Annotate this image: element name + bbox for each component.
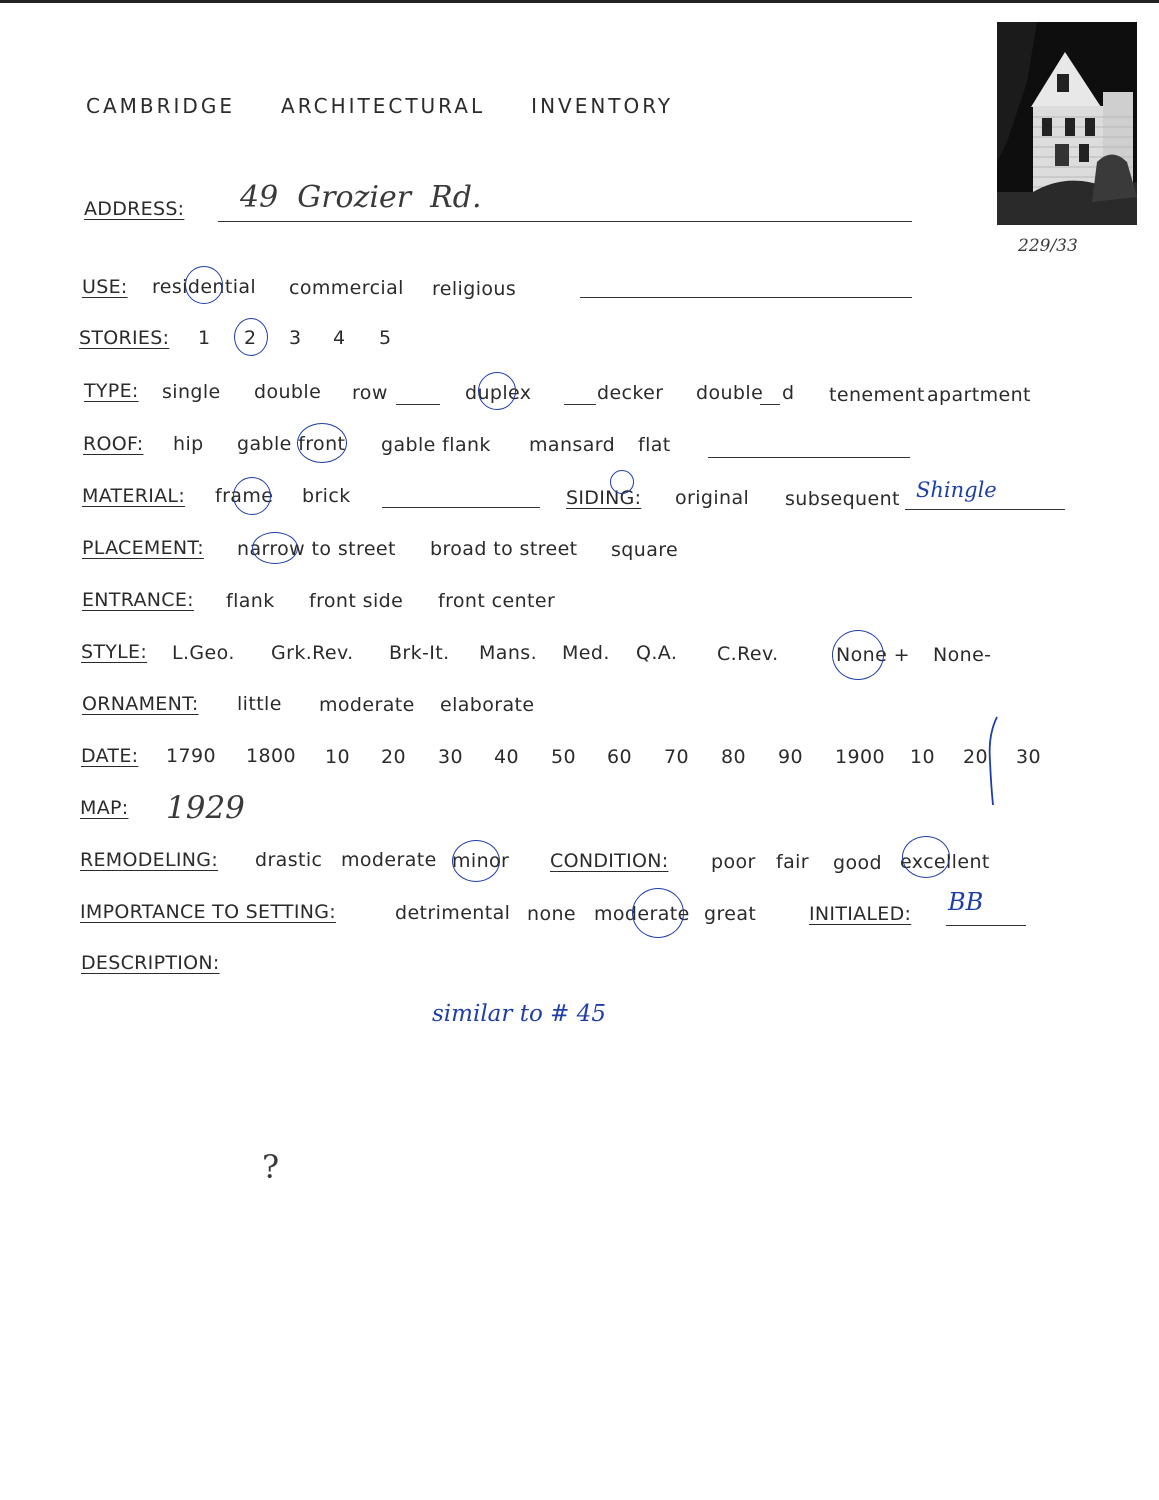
importance-selected-circle <box>632 888 684 938</box>
remodeling-drastic: drastic <box>255 849 323 871</box>
condition-selected-circle <box>902 836 950 878</box>
style-med: Med. <box>562 642 610 664</box>
siding-original: original <box>675 487 750 509</box>
address-value: 49 Grozier Rd. <box>240 180 482 215</box>
remodeling-selected-circle <box>452 840 500 882</box>
importance-label: IMPORTANCE TO SETTING: <box>80 901 336 923</box>
type-tenement: tenement <box>829 384 925 406</box>
style-grkrev: Grk.Rev. <box>271 642 354 664</box>
stories-1: 1 <box>198 327 211 349</box>
use-religious: religious <box>432 278 517 300</box>
type-decker-blank <box>564 404 596 405</box>
date-30: 30 <box>438 746 463 768</box>
ornament-moderate: moderate <box>319 694 415 716</box>
siding-subsequent: subsequent <box>785 488 900 510</box>
style-qa: Q.A. <box>636 642 678 664</box>
condition-poor: poor <box>711 851 756 873</box>
importance-none: none <box>527 903 576 925</box>
condition-label: CONDITION: <box>550 850 669 872</box>
form-title: CAMBRIDGE ARCHITECTURAL INVENTORY <box>86 94 674 118</box>
date-90: 90 <box>778 746 803 768</box>
use-selected-circle <box>185 266 223 304</box>
roof-mansard: mansard <box>529 434 616 456</box>
type-double-d: double <box>696 382 764 404</box>
date-1930: 30 <box>1016 746 1041 768</box>
stories-5: 5 <box>379 327 392 349</box>
map-label: MAP: <box>80 797 129 819</box>
date-80: 80 <box>721 746 746 768</box>
date-label: DATE: <box>81 745 139 767</box>
initialed-line <box>946 925 1026 926</box>
style-none-minus: None- <box>933 644 992 666</box>
roof-flat: flat <box>638 434 671 456</box>
address-label: ADDRESS: <box>84 198 185 220</box>
material-frame: frame <box>215 485 274 507</box>
entrance-flank: flank <box>226 590 275 612</box>
placement-broad: broad to street <box>430 538 578 560</box>
roof-hip: hip <box>173 433 204 455</box>
placement-narrow: narrow to street <box>237 538 396 560</box>
type-row: row <box>352 382 388 404</box>
date-20: 20 <box>381 746 406 768</box>
initialed-label: INITIALED: <box>809 903 912 925</box>
date-1920: 20 <box>963 746 988 768</box>
style-lgeo: L.Geo. <box>172 642 235 664</box>
address-line <box>218 221 912 222</box>
roof-other-line <box>708 457 910 458</box>
stories-label: STORIES: <box>79 327 170 349</box>
siding-line <box>905 509 1065 510</box>
scan-top-edge <box>0 0 1159 3</box>
remodeling-label: REMODELING: <box>80 849 219 871</box>
type-decker: decker <box>597 382 664 404</box>
type-single: single <box>162 381 221 403</box>
stories-3: 3 <box>289 327 302 349</box>
importance-detrimental: detrimental <box>395 902 511 924</box>
type-d: d <box>782 382 795 404</box>
ornament-elaborate: elaborate <box>440 694 535 716</box>
remodeling-moderate: moderate <box>341 849 437 871</box>
material-label: MATERIAL: <box>82 485 186 507</box>
description-value: similar to # 45 <box>432 1001 606 1027</box>
remodeling-minor: minor <box>452 850 510 872</box>
style-label: STYLE: <box>81 641 148 663</box>
importance-moderate: moderate <box>594 903 690 925</box>
use-label: USE: <box>82 276 128 298</box>
type-apartment: apartment <box>927 384 1031 406</box>
date-60: 60 <box>607 746 632 768</box>
use-residential: residential <box>152 276 257 298</box>
style-selected-circle <box>832 630 884 680</box>
placement-label: PLACEMENT: <box>82 537 204 559</box>
entrance-label: ENTRANCE: <box>82 589 194 611</box>
date-70: 70 <box>664 746 689 768</box>
type-selected-circle <box>478 372 516 410</box>
map-value: 1929 <box>166 790 245 826</box>
entrance-front-side: front side <box>309 590 404 612</box>
style-brkit: Brk-It. <box>389 642 450 664</box>
style-mans: Mans. <box>479 642 538 664</box>
type-double-d-blank <box>760 404 780 405</box>
placement-selected-circle <box>252 532 298 564</box>
photo-number: 229/33 <box>1018 236 1078 256</box>
type-row-blank <box>396 404 440 405</box>
condition-good: good <box>833 852 882 874</box>
date-1900: 1900 <box>835 746 885 768</box>
type-label: TYPE: <box>84 380 139 402</box>
stories-selected-circle <box>234 318 268 356</box>
roof-gable-flank: gable flank <box>381 434 491 456</box>
siding-mark-circle <box>610 470 634 494</box>
type-duplex: duplex <box>465 382 532 404</box>
material-selected-circle <box>233 477 271 515</box>
stories-2: 2 <box>244 327 257 349</box>
siding-handwritten: Shingle <box>916 478 997 502</box>
date-50: 50 <box>551 746 576 768</box>
condition-fair: fair <box>776 851 810 873</box>
placement-square: square <box>611 539 679 561</box>
importance-great: great <box>704 903 757 925</box>
siding-label: SIDING: <box>566 487 642 509</box>
material-other-line <box>382 507 540 508</box>
date-40: 40 <box>494 746 519 768</box>
description-label: DESCRIPTION: <box>81 952 220 974</box>
initialed-value: BB <box>948 888 984 916</box>
date-mark-stroke <box>984 715 1000 807</box>
ornament-little: little <box>237 693 282 715</box>
roof-gable-front: gable front <box>237 433 346 455</box>
entrance-front-center: front center <box>438 590 556 612</box>
style-crev: C.Rev. <box>717 643 779 665</box>
style-none-plus: None + <box>836 644 910 666</box>
use-commercial: commercial <box>289 277 404 299</box>
roof-label: ROOF: <box>83 433 144 455</box>
type-double: double <box>254 381 322 403</box>
ornament-label: ORNAMENT: <box>82 693 199 715</box>
material-brick: brick <box>302 485 351 507</box>
use-other-line <box>580 297 912 298</box>
roof-selected-circle <box>297 423 347 463</box>
date-1790: 1790 <box>166 745 216 767</box>
margin-question-mark: ? <box>262 1148 280 1186</box>
date-1910: 10 <box>910 746 935 768</box>
house-photo <box>997 22 1137 225</box>
stories-4: 4 <box>333 327 346 349</box>
date-1800: 1800 <box>246 745 296 767</box>
date-10: 10 <box>325 746 350 768</box>
condition-excellent: excellent <box>900 851 990 873</box>
